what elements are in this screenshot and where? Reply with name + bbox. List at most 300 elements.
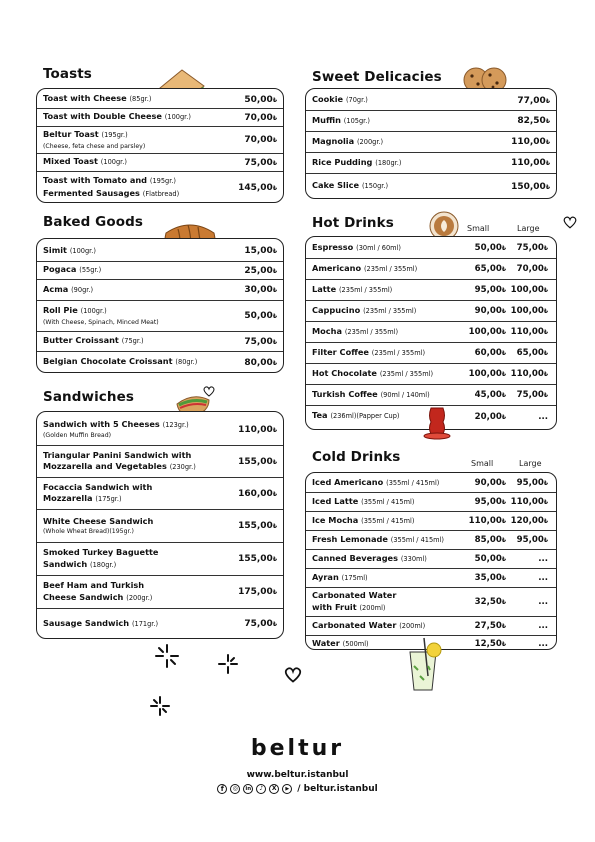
large-price-value: ... (538, 573, 548, 583)
item-size: (355ml / 415ml) (390, 535, 445, 544)
item-price-value: 75,00 (244, 619, 273, 629)
small-price (464, 369, 510, 379)
cold-small-label: Small (471, 459, 494, 468)
item-name: Belgian Chocolate Croissant (43, 356, 173, 367)
item-name: Carbonated Water (312, 619, 397, 630)
small-price (464, 516, 510, 526)
item-price (227, 183, 283, 193)
item-size: (100gr.) (80, 307, 107, 316)
item-price-value: 30,00 (244, 285, 273, 295)
item-size: (235ml / 355ml) (344, 327, 399, 336)
item-price (227, 358, 283, 368)
item-name-block (306, 347, 464, 360)
large-price-value: 110,00 (510, 369, 544, 379)
item-price (500, 116, 556, 126)
large-price (510, 264, 556, 274)
item-name: Ice Mocha (312, 514, 359, 525)
currency-symbol: ₺ (272, 287, 277, 294)
item-price (227, 587, 283, 597)
menu-row (37, 332, 283, 352)
item-size: (236ml)(Papper Cup) (330, 412, 400, 421)
item-size: (175ml) (341, 573, 368, 582)
item-name: Espresso (312, 241, 354, 252)
currency-symbol: ₺ (545, 160, 550, 167)
large-price-value: ... (538, 597, 548, 607)
menu-row (306, 259, 556, 280)
baked-title: Baked Goods (43, 214, 143, 230)
currency-symbol: ₺ (272, 313, 277, 320)
item-description: (With Cheese, Spinach, Minced Meat) (43, 318, 159, 326)
item-name-block (306, 305, 464, 318)
small-price-value: 95,00 (474, 497, 502, 507)
cold-large-label: Large (519, 459, 542, 468)
item-name-block (37, 482, 227, 506)
item-size: (355ml / 415ml) (361, 497, 415, 506)
currency-symbol: ₺ (501, 329, 506, 336)
item-name: Fresh Lemonade (312, 533, 388, 544)
item-price-value: 155,00 (238, 554, 273, 564)
heart-icon (563, 216, 577, 229)
item-name: Carbonated Water (312, 590, 397, 600)
item-name-block (306, 136, 500, 149)
item-size: (75gr.) (121, 337, 144, 346)
large-price-value: 120,00 (510, 516, 544, 526)
item-name-block (37, 419, 227, 441)
menu-row (37, 301, 283, 332)
menu-row (306, 238, 556, 259)
item-name: Toast with Cheese (43, 93, 127, 104)
item-name-block (37, 264, 227, 277)
sparkle-icon (154, 643, 180, 669)
item-size: (80gr.) (175, 358, 198, 367)
sweet-title: Sweet Delicacies (312, 69, 442, 85)
item-name-block (306, 157, 500, 170)
currency-symbol: ₺ (545, 97, 550, 105)
item-price (227, 113, 283, 123)
menu-row (306, 512, 556, 531)
large-price-value: ... (538, 639, 548, 649)
currency-symbol: ₺ (543, 287, 548, 294)
item-name: Magnolia (312, 135, 355, 146)
item-price-value: 50,00 (244, 94, 273, 105)
sweet-box (305, 88, 557, 199)
large-price (510, 327, 556, 337)
currency-symbol: ₺ (501, 371, 506, 378)
currency-symbol: ₺ (501, 308, 506, 315)
item-size-line2: (230gr.) (169, 463, 196, 471)
item-name: Canned Beverages (312, 552, 398, 563)
item-size: (123gr.) (162, 420, 189, 429)
item-name: Toast with Tomato and (43, 175, 148, 185)
item-price-value: 77,00 (517, 95, 546, 106)
menu-row (306, 617, 556, 636)
item-name: Simit (43, 244, 67, 255)
item-price-value: 155,00 (238, 521, 273, 531)
item-name-block (37, 618, 227, 631)
item-name-block (37, 547, 227, 571)
large-price (510, 597, 556, 607)
item-name-block (37, 284, 227, 297)
item-name: Beltur Toast (43, 129, 99, 140)
large-price (510, 554, 556, 564)
item-price-value: 80,00 (244, 357, 273, 368)
item-name: Butter Croissant (43, 335, 119, 346)
currency-symbol: ₺ (543, 329, 548, 336)
large-price (510, 390, 556, 400)
item-name-block (306, 242, 464, 255)
small-price (464, 243, 510, 253)
small-price (464, 497, 510, 507)
item-name: Iced Latte (312, 495, 359, 506)
item-price-value: 110,00 (511, 158, 546, 168)
menu-row (306, 474, 556, 493)
small-price-value: 50,00 (474, 243, 502, 253)
item-price (227, 457, 283, 467)
large-price-value: 75,00 (516, 390, 544, 400)
small-price-value: 32,50 (474, 597, 502, 607)
large-price (510, 348, 556, 358)
large-price (510, 573, 556, 583)
item-price-value: 50,00 (244, 311, 273, 321)
item-price-value: 75,00 (244, 157, 273, 168)
item-size: (235ml / 355ml) (371, 348, 426, 357)
item-name: Mocha (312, 325, 342, 336)
cold-title: Cold Drinks (312, 449, 401, 465)
large-price-value: 110,00 (510, 497, 544, 507)
item-name: Pogaca (43, 264, 77, 275)
x-icon[interactable]: X (269, 784, 279, 794)
menu-row (306, 174, 556, 199)
large-price-value: 65,00 (516, 348, 544, 358)
item-name: Mixed Toast (43, 156, 98, 167)
item-name-block (306, 477, 464, 490)
item-name: Americano (312, 262, 362, 273)
menu-row (37, 543, 283, 576)
item-name: Cake Slice (312, 180, 360, 191)
sandwiches-title: Sandwiches (43, 389, 135, 405)
item-name-block (306, 590, 464, 614)
item-name-block (37, 175, 227, 200)
item-name: Acma (43, 283, 69, 294)
item-name-block (37, 580, 227, 604)
currency-symbol: ₺ (501, 537, 506, 544)
item-size: (330ml) (400, 554, 427, 563)
currency-symbol: ₺ (272, 523, 277, 530)
instagram-icon[interactable]: ◎ (230, 784, 240, 794)
large-price-value: 95,00 (516, 535, 544, 545)
currency-symbol: ₺ (543, 308, 548, 315)
item-name: Smoked Turkey Baguette (43, 547, 159, 557)
item-name: Cookie (312, 94, 344, 105)
youtube-icon[interactable]: ▶ (282, 784, 292, 794)
menu-row (37, 446, 283, 478)
cold-box (305, 472, 557, 650)
menu-row (37, 91, 283, 109)
item-name: White Cheese Sandwich (43, 515, 154, 526)
small-price-value: 100,00 (468, 369, 502, 379)
large-price-value: 100,00 (510, 306, 544, 316)
currency-symbol: ₺ (272, 159, 277, 167)
small-price-value: 100,00 (468, 327, 502, 337)
item-price-value: 70,00 (244, 135, 273, 145)
menu-row (37, 478, 283, 510)
item-name: Triangular Panini Sandwich with (43, 449, 192, 460)
item-size: (100gr.) (100, 158, 127, 167)
item-size: (235ml / 355ml) (338, 285, 393, 294)
item-name-block (306, 180, 500, 193)
item-size: (195gr.) (149, 177, 177, 185)
small-price (464, 554, 510, 564)
menu-row (37, 576, 283, 609)
small-price (464, 478, 510, 488)
item-name: Roll Pie (43, 305, 78, 316)
currency-symbol: ₺ (543, 518, 548, 525)
item-name: Latte (312, 283, 337, 294)
item-description: (Golden Muffin Bread) (43, 432, 112, 440)
small-price (464, 412, 510, 422)
menu-row (37, 109, 283, 127)
currency-symbol: ₺ (501, 413, 506, 421)
small-price (464, 597, 510, 607)
menu-row (306, 550, 556, 569)
item-name-block (37, 111, 227, 124)
item-size: (500ml) (342, 639, 369, 648)
small-price (464, 573, 510, 583)
menu-row (306, 153, 556, 174)
item-name: Tea (312, 410, 328, 421)
large-price (510, 243, 556, 253)
sparkle-icon (217, 653, 239, 675)
menu-row (37, 127, 283, 154)
item-name-block (37, 516, 227, 537)
item-size: (30ml / 60ml) (356, 243, 402, 252)
currency-symbol: ₺ (272, 248, 277, 255)
item-name: Iced Americano (312, 476, 384, 487)
menu-row (306, 91, 556, 111)
item-price-value: 145,00 (238, 182, 273, 193)
item-price (227, 619, 283, 629)
small-price-value: 27,50 (474, 621, 502, 631)
item-price (227, 135, 283, 145)
baked-box (36, 238, 284, 373)
item-price (227, 337, 283, 347)
website-link[interactable]: www.beltur.istanbul (246, 770, 349, 780)
small-price-value: 65,00 (474, 264, 502, 274)
large-price (510, 516, 556, 526)
hot-box (305, 236, 557, 430)
sparkle-icon (149, 695, 171, 717)
item-name: Sausage Sandwich (43, 617, 130, 628)
item-price (227, 246, 283, 256)
currency-symbol: ₺ (272, 184, 277, 192)
item-price-value: 155,00 (238, 456, 273, 467)
item-name: Beef Ham and Turkish (43, 580, 145, 590)
currency-symbol: ₺ (272, 490, 277, 498)
tiktok-icon[interactable]: ♪ (256, 784, 266, 794)
small-price-value: 35,00 (474, 573, 502, 583)
small-price-value: 20,00 (474, 411, 502, 422)
item-name-block (37, 156, 227, 169)
menu-row (306, 301, 556, 322)
currency-symbol: ₺ (501, 350, 506, 357)
currency-symbol: ₺ (545, 183, 550, 191)
item-name-block (306, 620, 464, 633)
item-size: (355ml / 415ml) (386, 478, 440, 487)
item-size-line2: (175gr.) (95, 495, 122, 503)
menu-row (37, 154, 283, 172)
item-price-value: 175,00 (238, 587, 273, 597)
large-price (510, 285, 556, 295)
menu-row (37, 414, 283, 446)
item-price-value: 160,00 (238, 488, 273, 499)
item-name-block (37, 305, 227, 327)
currency-symbol: ₺ (272, 114, 277, 122)
item-description: (Whole Wheat Bread)(195gr.) (43, 528, 134, 536)
item-name: Toast with Double Cheese (43, 111, 162, 122)
item-size: (55gr.) (79, 266, 102, 275)
currency-symbol: ₺ (543, 245, 548, 252)
item-size: (200gr.) (356, 137, 384, 146)
currency-symbol: ₺ (501, 480, 506, 487)
item-name: Cappucino (312, 304, 361, 315)
item-name: Focaccia Sandwich with (43, 481, 153, 492)
item-name: Rice Pudding (312, 156, 373, 167)
menu-row (37, 609, 283, 639)
currency-symbol: ₺ (501, 266, 506, 273)
hot-title: Hot Drinks (312, 215, 394, 231)
item-size: (355ml / 415ml) (361, 516, 415, 525)
social-handle[interactable]: / beltur.istanbul (297, 784, 378, 794)
item-name-line2: Cheese Sandwich (43, 591, 124, 602)
small-price (464, 327, 510, 337)
item-size: (180gr.) (375, 158, 402, 167)
item-name: Muffin (312, 114, 341, 125)
item-name-block (306, 534, 464, 547)
large-price-value: 100,00 (510, 285, 544, 295)
small-price-value: 90,00 (474, 478, 502, 488)
currency-symbol: ₺ (543, 392, 548, 399)
menu-row (37, 510, 283, 543)
item-size-line2: (200ml) (359, 603, 386, 612)
large-price-value: 110,00 (510, 327, 544, 337)
large-price (510, 369, 556, 379)
item-size-line2: (Flatbread) (142, 189, 180, 198)
large-price-value: ... (538, 621, 548, 631)
large-price (510, 621, 556, 631)
item-name-block (306, 263, 464, 276)
currency-symbol: ₺ (501, 641, 506, 648)
item-name-block (37, 245, 227, 258)
currency-symbol: ₺ (272, 556, 277, 563)
large-price (510, 412, 556, 422)
item-size: (85gr.) (129, 95, 152, 104)
item-price (227, 95, 283, 105)
sandwiches-box (36, 411, 284, 639)
item-name-block (306, 115, 500, 128)
item-name-block (306, 284, 464, 297)
currency-symbol: ₺ (543, 480, 548, 487)
currency-symbol: ₺ (272, 267, 277, 275)
small-price-value: 95,00 (474, 285, 502, 295)
item-price (227, 158, 283, 168)
small-price-value: 110,00 (468, 516, 502, 526)
menu-row (306, 111, 556, 132)
currency-symbol: ₺ (272, 589, 277, 596)
facebook-icon[interactable]: f (217, 784, 227, 794)
item-name-block (306, 496, 464, 509)
menu-row (306, 531, 556, 550)
small-price-value: 12,50 (474, 639, 502, 649)
currency-symbol: ₺ (272, 458, 277, 466)
item-size: (90ml / 140ml) (380, 390, 430, 399)
item-price (500, 158, 556, 168)
item-price-value: 110,00 (238, 424, 273, 435)
item-size: (100gr.) (69, 246, 96, 255)
menu-row (306, 322, 556, 343)
item-price (227, 425, 283, 435)
small-price (464, 621, 510, 631)
item-size: (90gr.) (71, 285, 94, 294)
item-price (500, 182, 556, 192)
large-price-value: 95,00 (516, 478, 544, 488)
currency-symbol: ₺ (543, 371, 548, 378)
small-price (464, 535, 510, 545)
brand-logo: beltur (250, 736, 345, 761)
item-name-block (306, 368, 464, 381)
item-price-value: 82,50 (517, 116, 546, 126)
small-price (464, 264, 510, 274)
item-price (227, 489, 283, 499)
currency-symbol: ₺ (543, 499, 548, 506)
item-price (227, 285, 283, 295)
currency-symbol: ₺ (501, 575, 506, 582)
item-name-line2: Sandwich (43, 558, 88, 569)
item-price (227, 311, 283, 321)
menu-row (306, 588, 556, 617)
social-row (0, 784, 595, 794)
linkedin-icon[interactable]: in (243, 784, 253, 794)
currency-symbol: ₺ (501, 556, 506, 563)
item-price (500, 96, 556, 106)
item-size: (100gr.) (164, 113, 191, 122)
menu-row (306, 280, 556, 301)
item-price-value: 15,00 (244, 246, 273, 256)
currency-symbol: ₺ (543, 537, 548, 544)
large-price (510, 478, 556, 488)
menu-row (37, 241, 283, 262)
item-name-block (37, 93, 227, 106)
small-price-value: 90,00 (474, 306, 502, 316)
currency-symbol: ₺ (272, 359, 277, 367)
currency-symbol: ₺ (501, 392, 506, 399)
item-price-value: 70,00 (244, 112, 273, 123)
currency-symbol: ₺ (501, 287, 506, 294)
currency-symbol: ₺ (501, 499, 506, 506)
item-name: Filter Coffee (312, 346, 369, 357)
heart-icon (284, 667, 302, 683)
currency-symbol: ₺ (501, 518, 506, 525)
menu-row (306, 385, 556, 406)
item-name: Ayran (312, 571, 339, 582)
item-size: (70gr.) (345, 96, 368, 105)
menu-row (37, 280, 283, 301)
small-price (464, 285, 510, 295)
currency-symbol: ₺ (543, 350, 548, 357)
menu-row (306, 493, 556, 512)
large-price (510, 497, 556, 507)
currency-symbol: ₺ (543, 266, 548, 273)
item-price (227, 554, 283, 564)
